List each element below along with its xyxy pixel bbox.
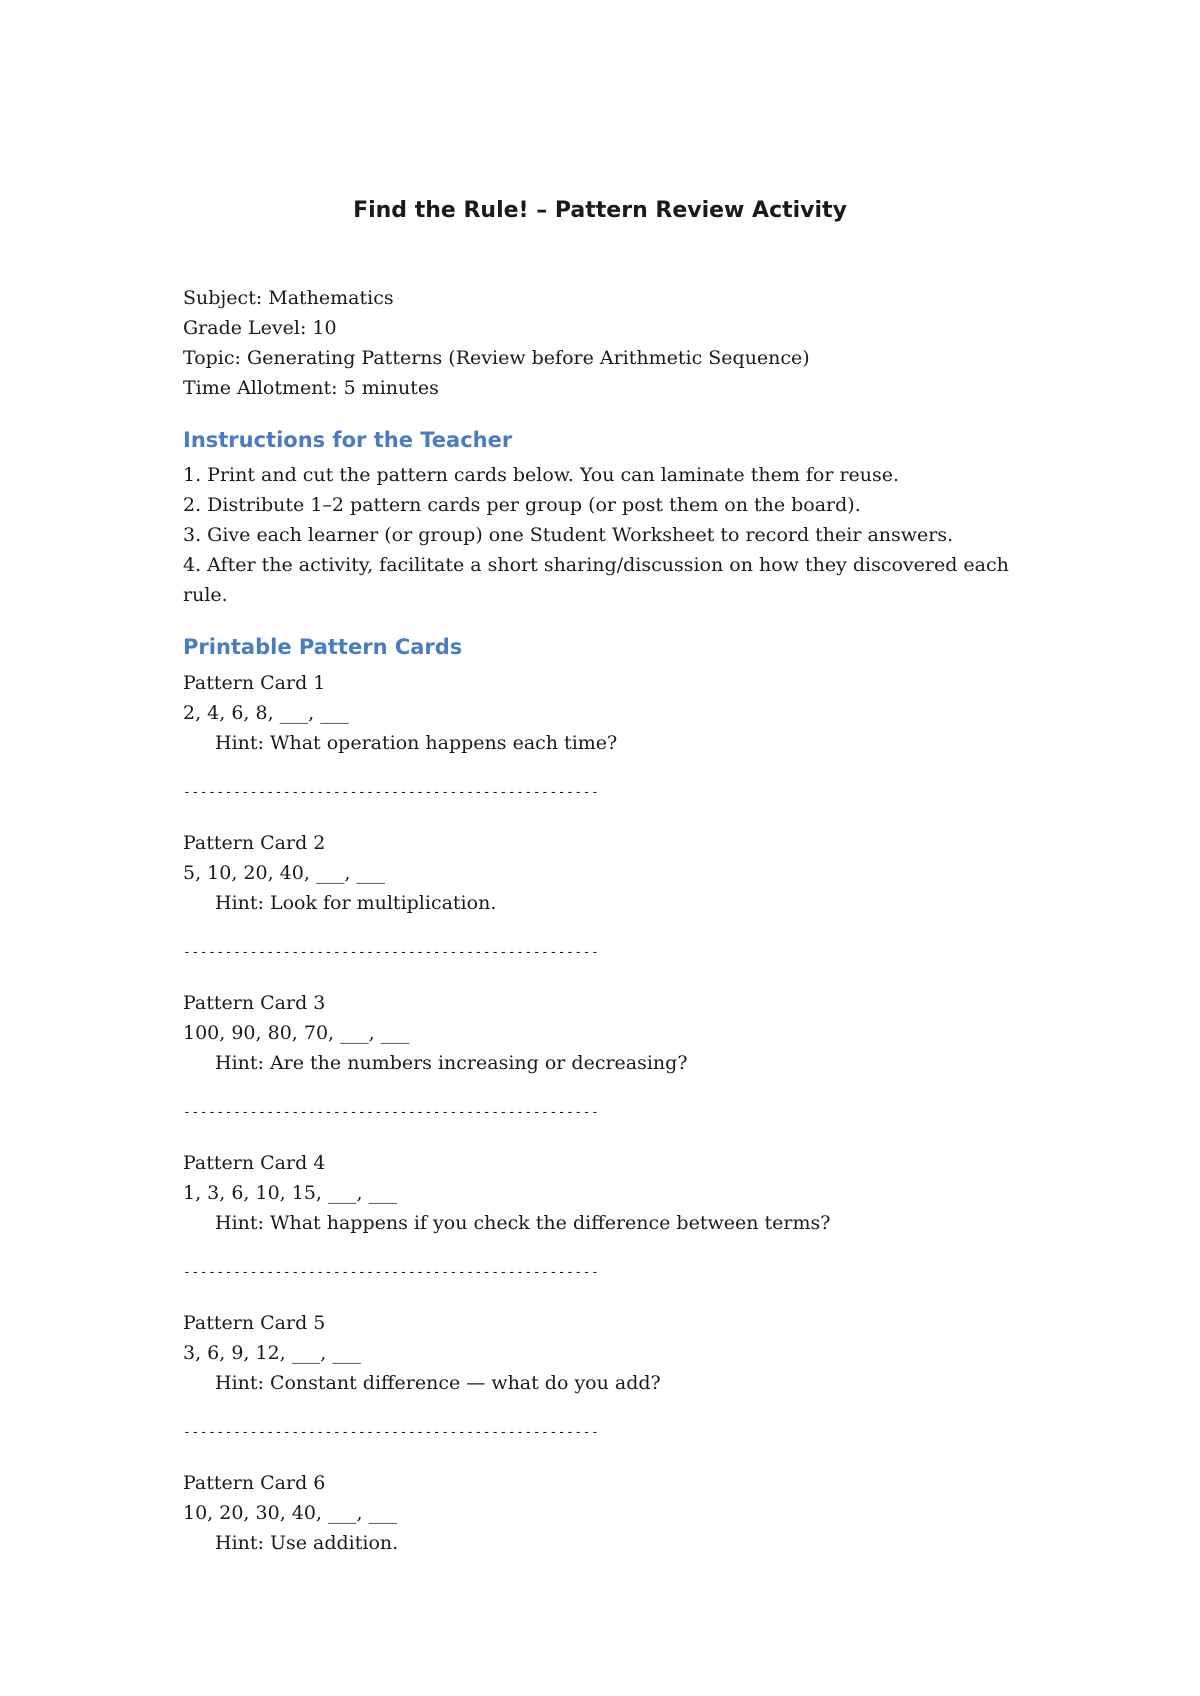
pattern-card-title: Pattern Card 1 <box>183 672 326 694</box>
pattern-card-hint: Hint: Are the numbers increasing or decreasing? <box>215 1052 688 1074</box>
pattern-card-sequence: 1, 3, 6, 10, 15, ___, ___ <box>183 1182 398 1204</box>
pattern-card-hint: Hint: Use addition. <box>215 1532 399 1554</box>
page-title: Find the Rule! – Pattern Review Activity <box>353 198 847 223</box>
meta-time-allotment: Time Allotment: 5 minutes <box>183 377 439 399</box>
card-separator: -------------------------------------------------- <box>183 785 600 800</box>
pattern-card <box>183 1308 1013 1468</box>
instruction-item: 1. Print and cut the pattern cards below. You can laminate them for reuse. <box>183 464 900 486</box>
pattern-card <box>183 828 1013 988</box>
pattern-card <box>183 668 1013 828</box>
pattern-card-sequence: 3, 6, 9, 12, ___, ___ <box>183 1342 361 1364</box>
pattern-cards-heading: Printable Pattern Cards <box>183 635 463 659</box>
instructions-heading: Instructions for the Teacher <box>183 428 513 452</box>
card-separator: -------------------------------------------------- <box>183 1425 600 1440</box>
pattern-cards <box>183 668 1013 1628</box>
pattern-card-title: Pattern Card 4 <box>183 1152 326 1174</box>
card-separator: -------------------------------------------------- <box>183 945 600 960</box>
pattern-card-title: Pattern Card 2 <box>183 832 326 854</box>
instruction-item: 2. Distribute 1–2 pattern cards per group (or post them on the board). <box>183 494 861 516</box>
pattern-card-sequence: 2, 4, 6, 8, ___, ___ <box>183 702 349 724</box>
meta-subject: Subject: Mathematics <box>183 287 394 309</box>
pattern-card-title: Pattern Card 3 <box>183 992 326 1014</box>
pattern-card-sequence: 100, 90, 80, 70, ___, ___ <box>183 1022 410 1044</box>
lesson-meta <box>183 283 810 403</box>
card-separator: -------------------------------------------------- <box>183 1105 600 1120</box>
meta-grade-level: Grade Level: 10 <box>183 317 337 339</box>
pattern-card-hint: Hint: Look for multiplication. <box>215 892 497 914</box>
pattern-card-title: Pattern Card 6 <box>183 1472 326 1494</box>
meta-topic: Topic: Generating Patterns (Review before Arithmetic Sequence) <box>183 347 810 369</box>
instruction-item: 4. After the activity, facilitate a short sharing/discussion on how they discovered each rule. <box>183 554 1009 606</box>
instructions-list <box>183 460 1013 610</box>
pattern-card <box>183 988 1013 1148</box>
pattern-card <box>183 1148 1013 1308</box>
pattern-card-hint: Hint: What operation happens each time? <box>215 732 618 754</box>
pattern-card-sequence: 10, 20, 30, 40, ___, ___ <box>183 1502 398 1524</box>
pattern-card-hint: Hint: What happens if you check the difference between terms? <box>215 1212 831 1234</box>
card-separator: -------------------------------------------------- <box>183 1265 600 1280</box>
pattern-card-hint: Hint: Constant difference — what do you add? <box>215 1372 661 1394</box>
pattern-card <box>183 1468 1013 1628</box>
instruction-item: 3. Give each learner (or group) one Student Worksheet to record their answers. <box>183 524 954 546</box>
pattern-card-title: Pattern Card 5 <box>183 1312 326 1334</box>
pattern-card-sequence: 5, 10, 20, 40, ___, ___ <box>183 862 386 884</box>
